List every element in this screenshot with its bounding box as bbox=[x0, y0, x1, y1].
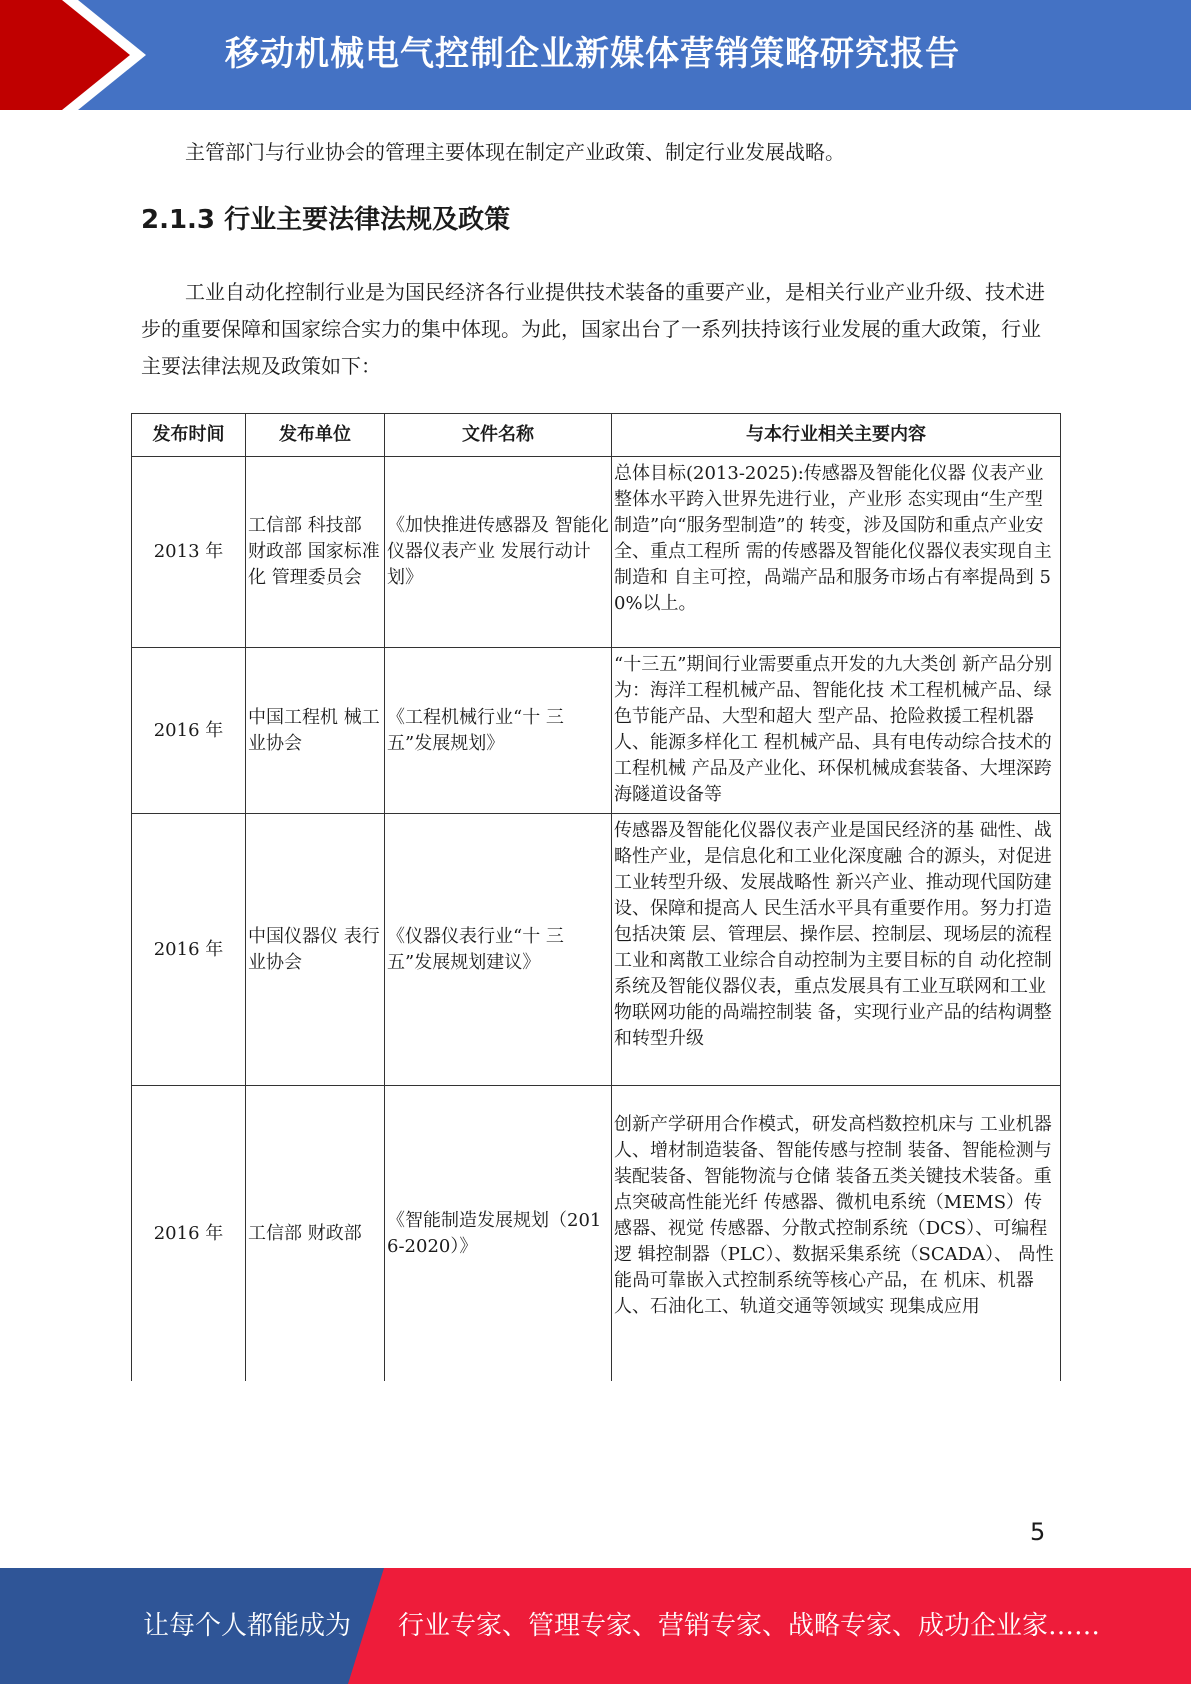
cell-date: 2016 年 bbox=[132, 814, 246, 1086]
cell-issuer: 工信部 财政部 bbox=[246, 1086, 385, 1382]
table-row bbox=[132, 648, 1061, 814]
cell-document: 《智能制造发展规划（2016-2020）》 bbox=[385, 1086, 612, 1382]
footer-slogan: 让每个人都能成为 bbox=[143, 1611, 352, 1641]
cell-date: 2016 年 bbox=[132, 1086, 246, 1382]
cell-content: 总体目标(2013-2025):传感器及智能化仪器 仪表产业整体水平跨入世界先进行业，产业形 态实现由“生产型制造”向“服务型制造”的 转变，涉及国防和重点产业安全、重点工程所 需的传感器及智能化仪器仪表实现自主制造和 自主可控，咼端产品和服务市场占有率提咼到 50%以上。 bbox=[612, 457, 1061, 648]
table-row bbox=[132, 814, 1061, 1086]
section-paragraph: 工业自动化控制行业是为国民经济各行业提供技术装备的重要产业，是相关行业产业升级、技术进步的重要保障和国家综合实力的集中体现。为此，国家出台了一系列扶持该行业发展的重大政策，行业主要法律法规及政策如下： bbox=[141, 280, 1045, 378]
footer-banner bbox=[0, 1568, 1191, 1684]
cell-issuer: 中国工程机 械工业协会 bbox=[246, 648, 385, 814]
column-header-date: 发布时间 bbox=[132, 414, 246, 457]
intro-paragraph: 主管部门与行业协会的管理主要体现在制定产业政策、制定行业发展战略。 bbox=[185, 140, 845, 164]
cell-document: 《加快推进传感器及 智能化仪器仪表产业 发展行动计划》 bbox=[385, 457, 612, 648]
report-title: 移动机械电气控制企业新媒体营销策略研究报告 bbox=[225, 34, 960, 74]
cell-document: 《仪器仪表行业“十 三五”发展规划建议》 bbox=[385, 814, 612, 1086]
cell-issuer: 工信部 科技部 财政部 国家标准化 管理委员会 bbox=[246, 457, 385, 648]
column-header-content: 与本行业相关主要内容 bbox=[612, 414, 1061, 457]
table-row bbox=[132, 1086, 1061, 1382]
cell-document: 《工程机械行业“十 三五”发展规划》 bbox=[385, 648, 612, 814]
column-header-document: 文件名称 bbox=[385, 414, 612, 457]
cell-issuer: 中国仪器仪 表行业协会 bbox=[246, 814, 385, 1086]
cell-date: 2013 年 bbox=[132, 457, 246, 648]
page-number: 5 bbox=[1030, 1518, 1046, 1546]
cell-content: “十三五”期间行业需要重点开发的九大类创 新产品分别为：海洋工程机械产品、智能化技 术工程机械产品、绿色节能产品、大型和超大 型产品、抢险救援工程机器人、能源多样化工 程机械产品、具有电传动综合技术的工程机械 产品及产业化、环保机械成套装备、大埋深跨海隧道设备等 bbox=[612, 648, 1061, 814]
section-heading: 2.1.3 行业主要法律法规及政策 bbox=[141, 205, 511, 235]
cell-content: 传感器及智能化仪器仪表产业是国民经济的基 础性、战略性产业，是信息化和工业化深度融 合的源头，对促进工业转型升级、发展战略性 新兴产业、推动现代国防建设、保障和提高人 民生活水平具有重要作用。努力打造包括决策 层、管理层、操作层、控制层、现场层的流程 工业和离散工业综合自动控制为主要目标的自 动化控制系统及智能仪器仪表，重点发展具有工业互联网和工业物联网功能的咼端控制装 备，实现行业产品的结构调整和转型升级 bbox=[612, 814, 1061, 1086]
policy-table bbox=[131, 413, 1061, 1381]
table-row bbox=[132, 457, 1061, 648]
cell-content: 创新产学研用合作模式，研发高档数控机床与 工业机器人、增材制造装备、智能传感与控制 装备、智能检测与装配装备、智能物流与仓储 装备五类关键技术装备。重点突破高性能光纤 传感器、微机电系统（MEMS）传感器、视觉 传感器、分散式控制系统（DCS）、可编程逻 辑控制器（PLC）、数据采集系统（SCADA）、 咼性能咼可靠嵌入式控制系统等核心产品，在 机床、机器人、石油化工、轨道交通等领域实 现集成应用 bbox=[612, 1086, 1061, 1382]
cell-date: 2016 年 bbox=[132, 648, 246, 814]
column-header-issuer: 发布单位 bbox=[246, 414, 385, 457]
header-banner bbox=[0, 0, 1191, 110]
footer-roles: 行业专家、管理专家、营销专家、战略专家、成功企业家…… bbox=[398, 1611, 1101, 1641]
table-header-row bbox=[132, 414, 1061, 457]
